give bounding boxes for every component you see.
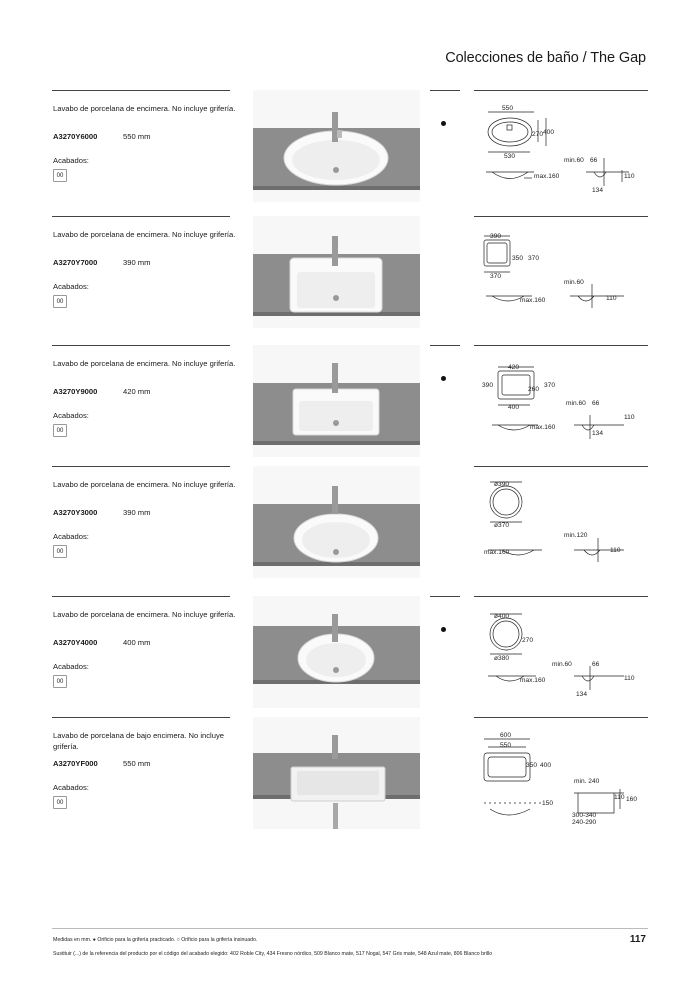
finishes-label: Acabados: <box>53 156 89 165</box>
technical-drawing <box>474 345 648 455</box>
page-title: Colecciones de baño / The Gap <box>445 50 646 66</box>
product-code: A3270Y9000 <box>53 387 98 396</box>
orifice-practiced-icon <box>441 376 446 381</box>
footer-divider <box>52 928 648 929</box>
dim-top: ø400 <box>494 613 510 620</box>
product-code: A3270Y7000 <box>53 258 98 267</box>
dim-max: max.160 <box>530 424 556 431</box>
technical-drawing <box>474 90 648 200</box>
finish-swatch[interactable]: 00 <box>53 424 67 437</box>
dim-bottom: 400 <box>508 404 520 411</box>
dim-top: 600 <box>500 732 512 739</box>
dim-right-inner: 350 <box>526 762 538 769</box>
dim-height: 110 <box>624 675 635 682</box>
product-description: Lavabo de porcelana de encimera. No incluye grifería. <box>53 104 236 113</box>
finishes-label: Acabados: <box>53 783 89 792</box>
technical-drawing <box>474 466 648 576</box>
product-photo <box>253 345 420 457</box>
dim-min: min.60 <box>564 157 584 164</box>
dim-range2: 240-290 <box>572 819 597 826</box>
finishes-label: Acabados: <box>53 411 89 420</box>
dim-side: 134 <box>576 691 588 698</box>
dim-left: 390 <box>482 382 494 389</box>
dim-depth: 66 <box>592 400 600 407</box>
dim-max: max.160 <box>520 297 546 304</box>
product-size: 390 mm <box>123 258 151 267</box>
dim-side: 134 <box>592 187 604 194</box>
dim-height2: 160 <box>626 796 638 803</box>
dim-height: 110 <box>624 173 635 180</box>
dim-right-inner: 270 <box>532 131 544 138</box>
dim-bottom: 530 <box>504 153 516 160</box>
finish-swatch[interactable]: 00 <box>53 796 67 809</box>
dim-bottom: ø370 <box>494 522 510 529</box>
dim-side: 134 <box>592 430 604 437</box>
footer-legend: Medidas en mm. ● Orificio para la grifería practicado. ○ Orificio para la grifería insinuado. <box>53 937 258 943</box>
finish-swatch[interactable]: 00 <box>53 545 67 558</box>
dim-height: 110 <box>606 295 617 302</box>
product-description: Lavabo de porcelana de encimera. No incluye grifería. <box>53 359 236 368</box>
product-size: 420 mm <box>123 387 151 396</box>
dim-max: max.160 <box>520 677 546 684</box>
product-size: 550 mm <box>123 759 151 768</box>
dim-max: 150 <box>542 800 554 807</box>
dim-top: 550 <box>502 105 514 112</box>
dim-min: min.60 <box>564 279 584 286</box>
finish-swatch[interactable]: 00 <box>53 169 67 182</box>
dim-max: max.160 <box>484 549 510 556</box>
technical-drawing <box>474 717 648 827</box>
dim-right-outer: 370 <box>528 255 540 262</box>
dim-height: 110 <box>624 414 635 421</box>
product-code: A3270Y6000 <box>53 132 98 141</box>
dim-min: min. 240 <box>574 778 600 785</box>
product-size: 390 mm <box>123 508 151 517</box>
footer-finishes-note: Sustituir (...) de la referencia del producto por el código del acabado elegido: 402 Roble City, 434 Fresno nórdico, 509 Blanco mate, 517 Nogal, 547 Gris mate, 548 Azul mate, 806 Blanco brillo <box>53 951 493 957</box>
finishes-label: Acabados: <box>53 662 89 671</box>
product-size: 400 mm <box>123 638 151 647</box>
technical-drawing <box>474 596 648 706</box>
dim-max: max.160 <box>534 173 560 180</box>
product-code: A3270Y3000 <box>53 508 98 517</box>
finishes-label: Acabados: <box>53 532 89 541</box>
dim-top: 420 <box>508 364 520 371</box>
dim-height: 110 <box>614 794 625 801</box>
dim-min: min.60 <box>552 661 572 668</box>
product-code: A3270YF000 <box>53 759 98 768</box>
dim-height: 110 <box>610 547 621 554</box>
finishes-label: Acabados: <box>53 282 89 291</box>
product-code: A3270Y4000 <box>53 638 98 647</box>
product-description: Lavabo de porcelana de encimera. No incluye grifería. <box>53 480 236 489</box>
dim-right-outer: 370 <box>544 382 556 389</box>
dim-bottom: 370 <box>490 273 502 280</box>
dim-right-inner: 260 <box>528 386 540 393</box>
finish-swatch[interactable]: 00 <box>53 675 67 688</box>
dim-min: min.60 <box>566 400 586 407</box>
product-description: Lavabo de porcelana de bajo encimera. No incluye grifería. <box>53 731 224 751</box>
dim-bottom: ø380 <box>494 655 510 662</box>
dim-right-outer: 400 <box>543 129 555 136</box>
product-description: Lavabo de porcelana de encimera. No incluye grifería. <box>53 610 236 619</box>
product-description: Lavabo de porcelana de encimera. No incluye grifería. <box>53 230 236 239</box>
dim-right-inner: 270 <box>522 637 534 644</box>
page-number: 117 <box>629 934 646 945</box>
technical-drawing <box>474 216 648 326</box>
dim-depth: 66 <box>592 661 600 668</box>
product-photo <box>253 717 420 829</box>
product-photo <box>253 216 420 328</box>
orifice-practiced-icon <box>441 121 446 126</box>
product-size: 550 mm <box>123 132 151 141</box>
product-photo <box>253 466 420 578</box>
dim-depth: 66 <box>590 157 598 164</box>
dim-top: 390 <box>490 233 502 240</box>
dim-min: min.120 <box>564 532 588 539</box>
dim-top2: 550 <box>500 742 512 749</box>
dim-right-inner: 350 <box>512 255 524 262</box>
dim-top: ø390 <box>494 481 510 488</box>
product-photo <box>253 90 420 202</box>
product-photo <box>253 596 420 708</box>
orifice-practiced-icon <box>441 627 446 632</box>
dim-right-outer: 400 <box>540 762 552 769</box>
finish-swatch[interactable]: 00 <box>53 295 67 308</box>
dim-range1: 300-340 <box>572 812 597 819</box>
